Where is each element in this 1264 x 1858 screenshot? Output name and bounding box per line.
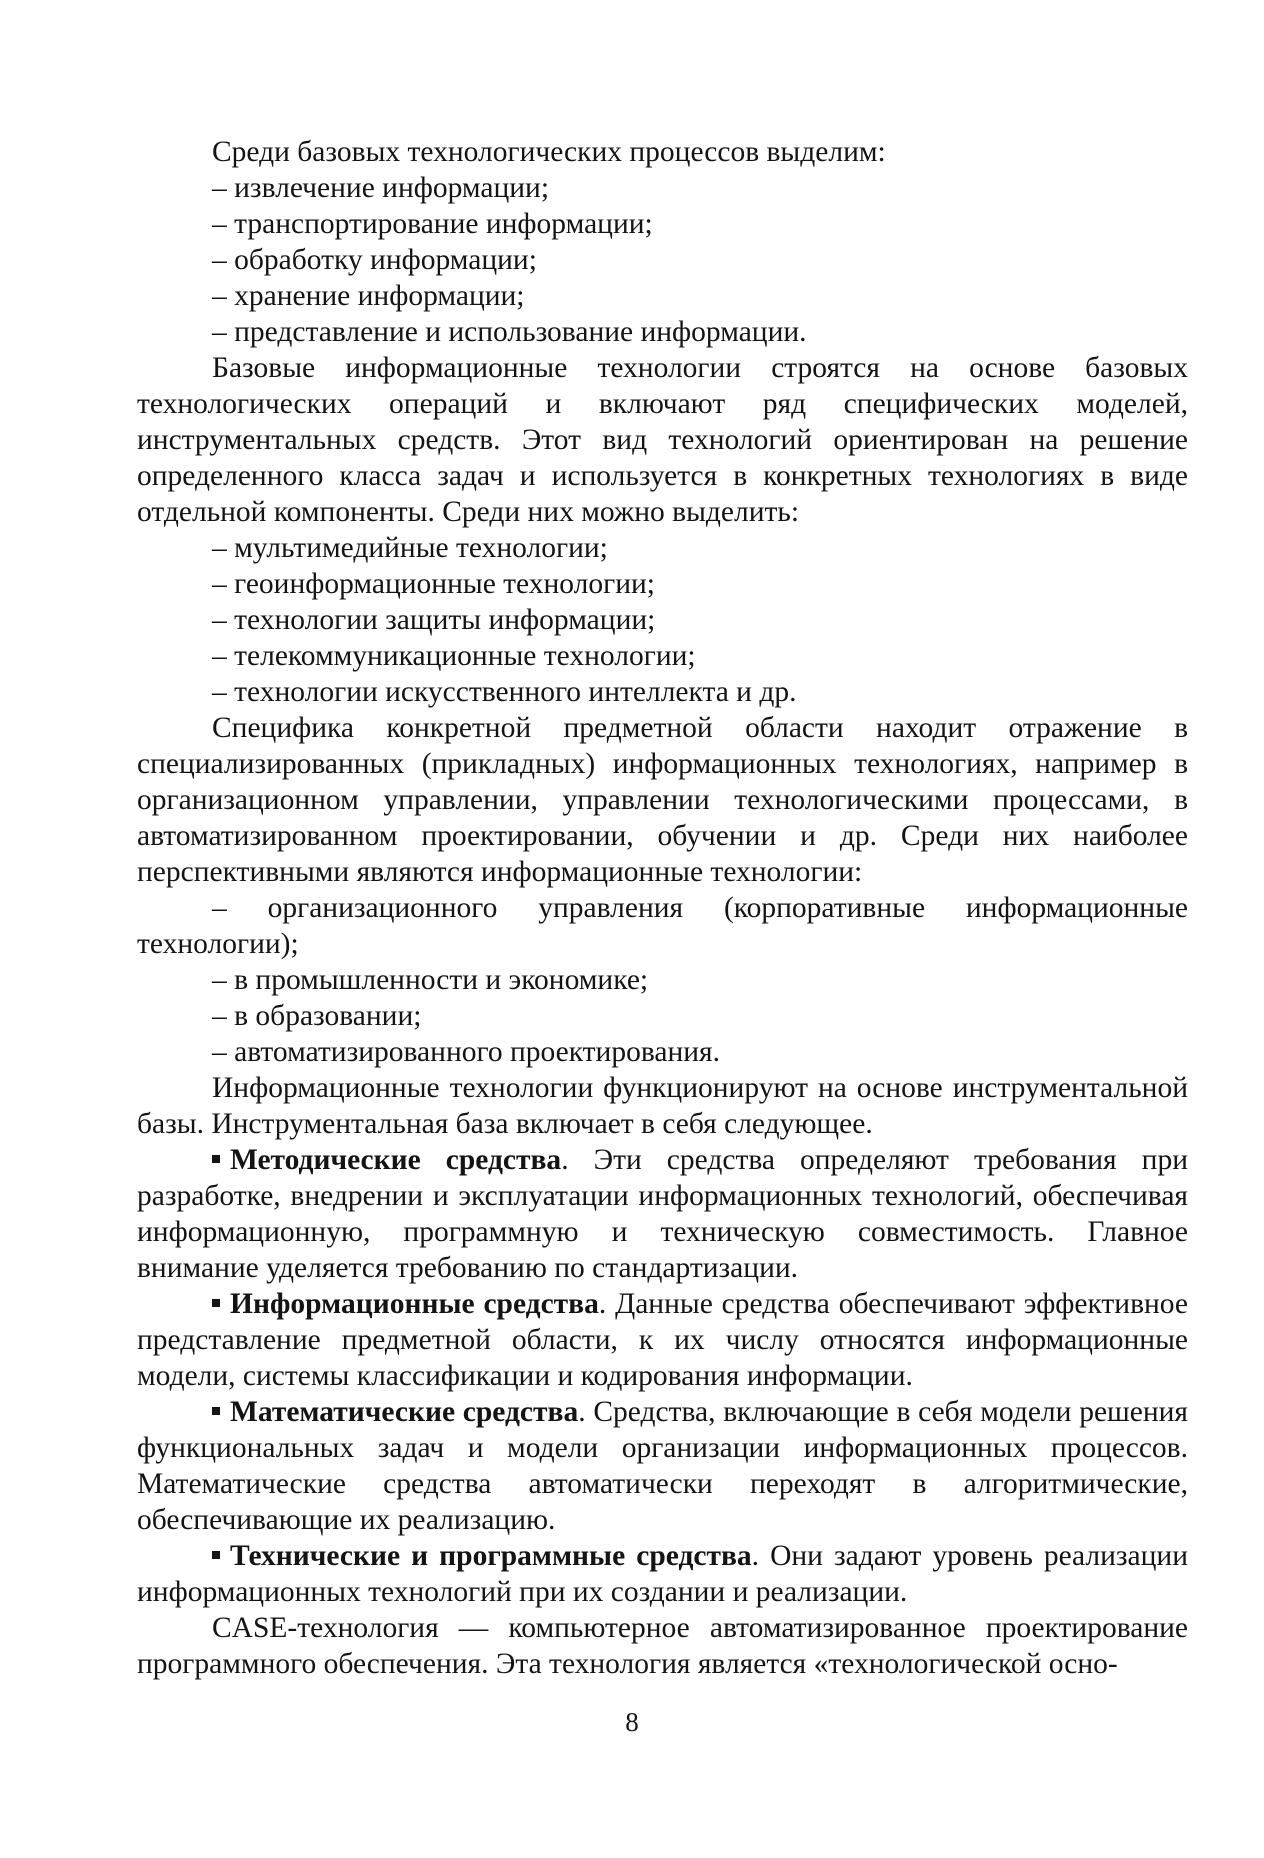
- specifics-paragraph: Специфика конкретной предметной области находит отражение в специализированных (прикладных) информационных технологиях, например в организационном управлении, управлении технологическими процессами, в автоматизированном проектировании, обучении и др. Среди них наиболее перспективными являются информационные технологии:: [137, 712, 1188, 888]
- list-item: – извлечение информации;: [212, 172, 550, 204]
- tool-mathematical: [137, 1394, 1188, 1538]
- square-bullet-icon: [212, 1299, 220, 1307]
- list-item: – в промышленности и экономике;: [212, 964, 649, 996]
- list-item: – геоинформационные технологии;: [212, 568, 656, 600]
- tool-description: . Средства, включающие в себя модели решения функциональных задач и модели организации информационных процессов. Математические средства автоматически переходят в алгоритмические, обеспечивающие их реализацию.: [137, 1396, 1188, 1536]
- tool-term: Информационные средства: [230, 1288, 599, 1320]
- page-body: [137, 134, 1188, 1682]
- list-item: – обработку информации;: [212, 244, 537, 276]
- list-item: – представление и использование информации.: [212, 316, 807, 348]
- tool-methodical: [137, 1142, 1188, 1286]
- tool-description: . Они задают уровень реализации информационных технологий при их создании и реализации.: [137, 1540, 1188, 1608]
- square-bullet-icon: [212, 1551, 220, 1559]
- base-tech-list: [137, 530, 1188, 710]
- list-item: – транспортирование информации;: [212, 208, 653, 240]
- square-bullet-icon: [212, 1155, 220, 1163]
- tool-informational: [137, 1286, 1188, 1394]
- tool-technical: [137, 1538, 1188, 1610]
- list-item: – мультимедийные технологии;: [212, 532, 608, 564]
- case-paragraph: CASE-технология — компьютерное автоматизированное проектирование программного обеспечения. Эта технология является «технологической осно-: [137, 1612, 1188, 1680]
- list-item: – автоматизированного проектирования.: [212, 1036, 720, 1068]
- square-bullet-icon: [212, 1407, 220, 1415]
- tools-paragraph: Информационные технологии функционируют на основе инструментальной базы. Инструментальная база включает в себя следующее.: [137, 1072, 1188, 1140]
- list-item: – в образовании;: [212, 1000, 422, 1032]
- applied-list: [137, 890, 1188, 1070]
- list-item: – хранение информации;: [212, 280, 525, 312]
- processes-list: [137, 170, 1188, 350]
- tool-term: Технические и программные средства: [230, 1540, 752, 1572]
- intro-paragraph: Среди базовых технологических процессов выделим:: [212, 136, 886, 168]
- tool-description: . Данные средства обеспечивают эффективное представление предметной области, к их числу относятся информационные модели, системы классификации и кодирования информации.: [137, 1288, 1188, 1392]
- tool-term: Методические средства: [230, 1144, 562, 1176]
- list-item: – технологии искусственного интеллекта и др.: [212, 676, 797, 708]
- list-item: – телекоммуникационные технологии;: [212, 640, 696, 672]
- page-number: 8: [625, 1707, 639, 1737]
- tool-description: . Эти средства определяют требования при разработке, внедрении и эксплуатации информационных технологий, обеспечивая информационную, программную и техническую совместимость. Главное внимание уделяется требованию по стандартизации.: [137, 1144, 1188, 1284]
- base-tech-paragraph: Базовые информационные технологии строятся на основе базовых технологических операций и включают ряд специфических моделей, инструментальных средств. Этот вид технологий ориентирован на решение определенного класса задач и используется в конкретных технологиях в виде отдельной компоненты. Среди них можно выделить:: [137, 352, 1188, 528]
- tool-term: Математические средства: [230, 1396, 579, 1428]
- list-item: – технологии защиты информации;: [212, 604, 656, 636]
- list-item: – организационного управления (корпоративные информационные технологии);: [137, 892, 1188, 960]
